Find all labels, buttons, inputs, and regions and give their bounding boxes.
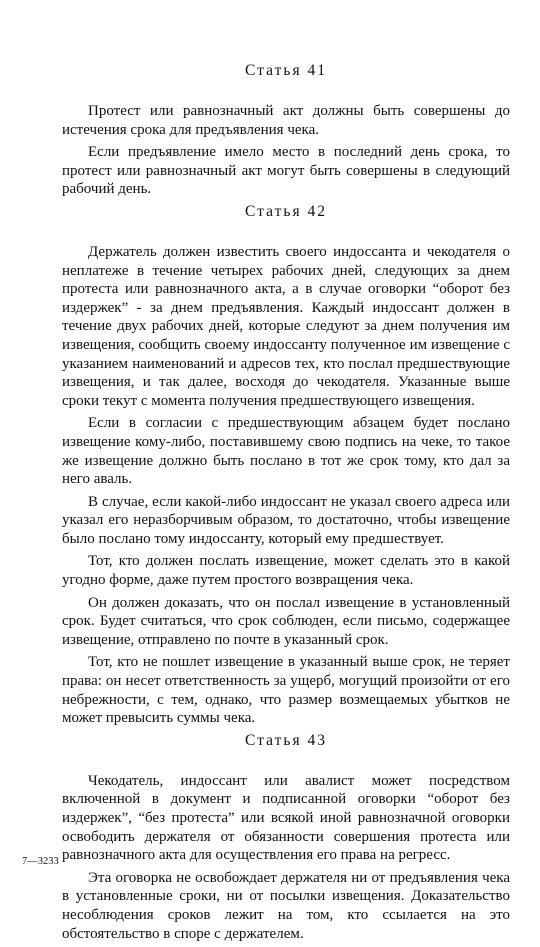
article-43: [62, 732, 510, 943]
paragraph: Эта оговорка не освобождает держателя ни от предъявления чека в установленные сроки, ни от посылки извещения. Доказательство несоблюдения сроков лежит на том, кто ссылается на это обстоятельство в споре с держателем.: [62, 869, 510, 942]
article-heading: Статья 43: [245, 731, 327, 749]
article-heading: Статья 41: [245, 62, 327, 79]
paragraph: Чекодатель, индоссант или авалист может посредством включенной в документ и подписанной оговорки “оборот без издержек”, “без протеста” или всякой иной равнозначной оговорки освободить держателя от обязанности совершения протеста или равнозначного акта для осуществления его права на регресс.: [62, 772, 510, 864]
article-42: [62, 203, 510, 728]
paragraph: Он должен доказать, что он послал извещение в установленный срок. Будет считаться, что срок соблюден, если письмо, содержащее извещение, отправлено по почте в указанный срок.: [62, 594, 510, 648]
paragraph: Тот, кто не пошлет извещение в указанный выше срок, не теряет права: он несет ответственность за ущерб, могущий произойти от его небрежности, с тем, однако, что размер возмещаемых убытков не может превысить суммы чека.: [62, 654, 510, 727]
paragraph: Если предъявление имело место в последний день срока, то протест или равнозначный акт могут быть совершены в следующий рабочий день.: [62, 144, 510, 198]
signature-mark: 7—3233: [22, 856, 59, 867]
paragraph: Держатель должен известить своего индоссанта и чекодателя о неплатеже в течение четырех рабочих дней, следующих за днем протеста или равнозначного акта, а в случае оговорки “оборот без издержек” - за днем предъявления. Каждый индоссант должен в течение двух рабочих дней, которые следуют за днем получения им извещения, сообщить своему индоссанту полученное им извещение с указанием наименований и адресов тех, кто послал предшествующие извещения, и так далее, восходя до чекодателя. Указанные выше сроки текут с момента получения предшествующего извещения.: [62, 243, 510, 409]
paragraph: В случае, если какой-либо индоссант не указал своего адреса или указал его неразборчивым образом, то достаточно, чтобы извещение было послано тому индоссанту, который ему предшествует.: [62, 493, 510, 547]
article-heading: Статья 42: [245, 202, 327, 220]
document-body: [62, 62, 510, 947]
paragraph: Протест или равнозначный акт должны быть совершены до истечения срока для предъявления чека.: [62, 103, 510, 138]
paragraph: Если в согласии с предшествующим абзацем будет послано извещение кому-либо, поставившему свою подпись на чеке, то такое же извещение должно быть послано в тот же срок тому, кто дал за него аваль.: [62, 415, 510, 488]
article-41: [62, 62, 510, 199]
paragraph: Тот, кто должен послать извещение, может сделать это в какой угодно форме, даже путем простого возвращения чека.: [62, 553, 510, 589]
